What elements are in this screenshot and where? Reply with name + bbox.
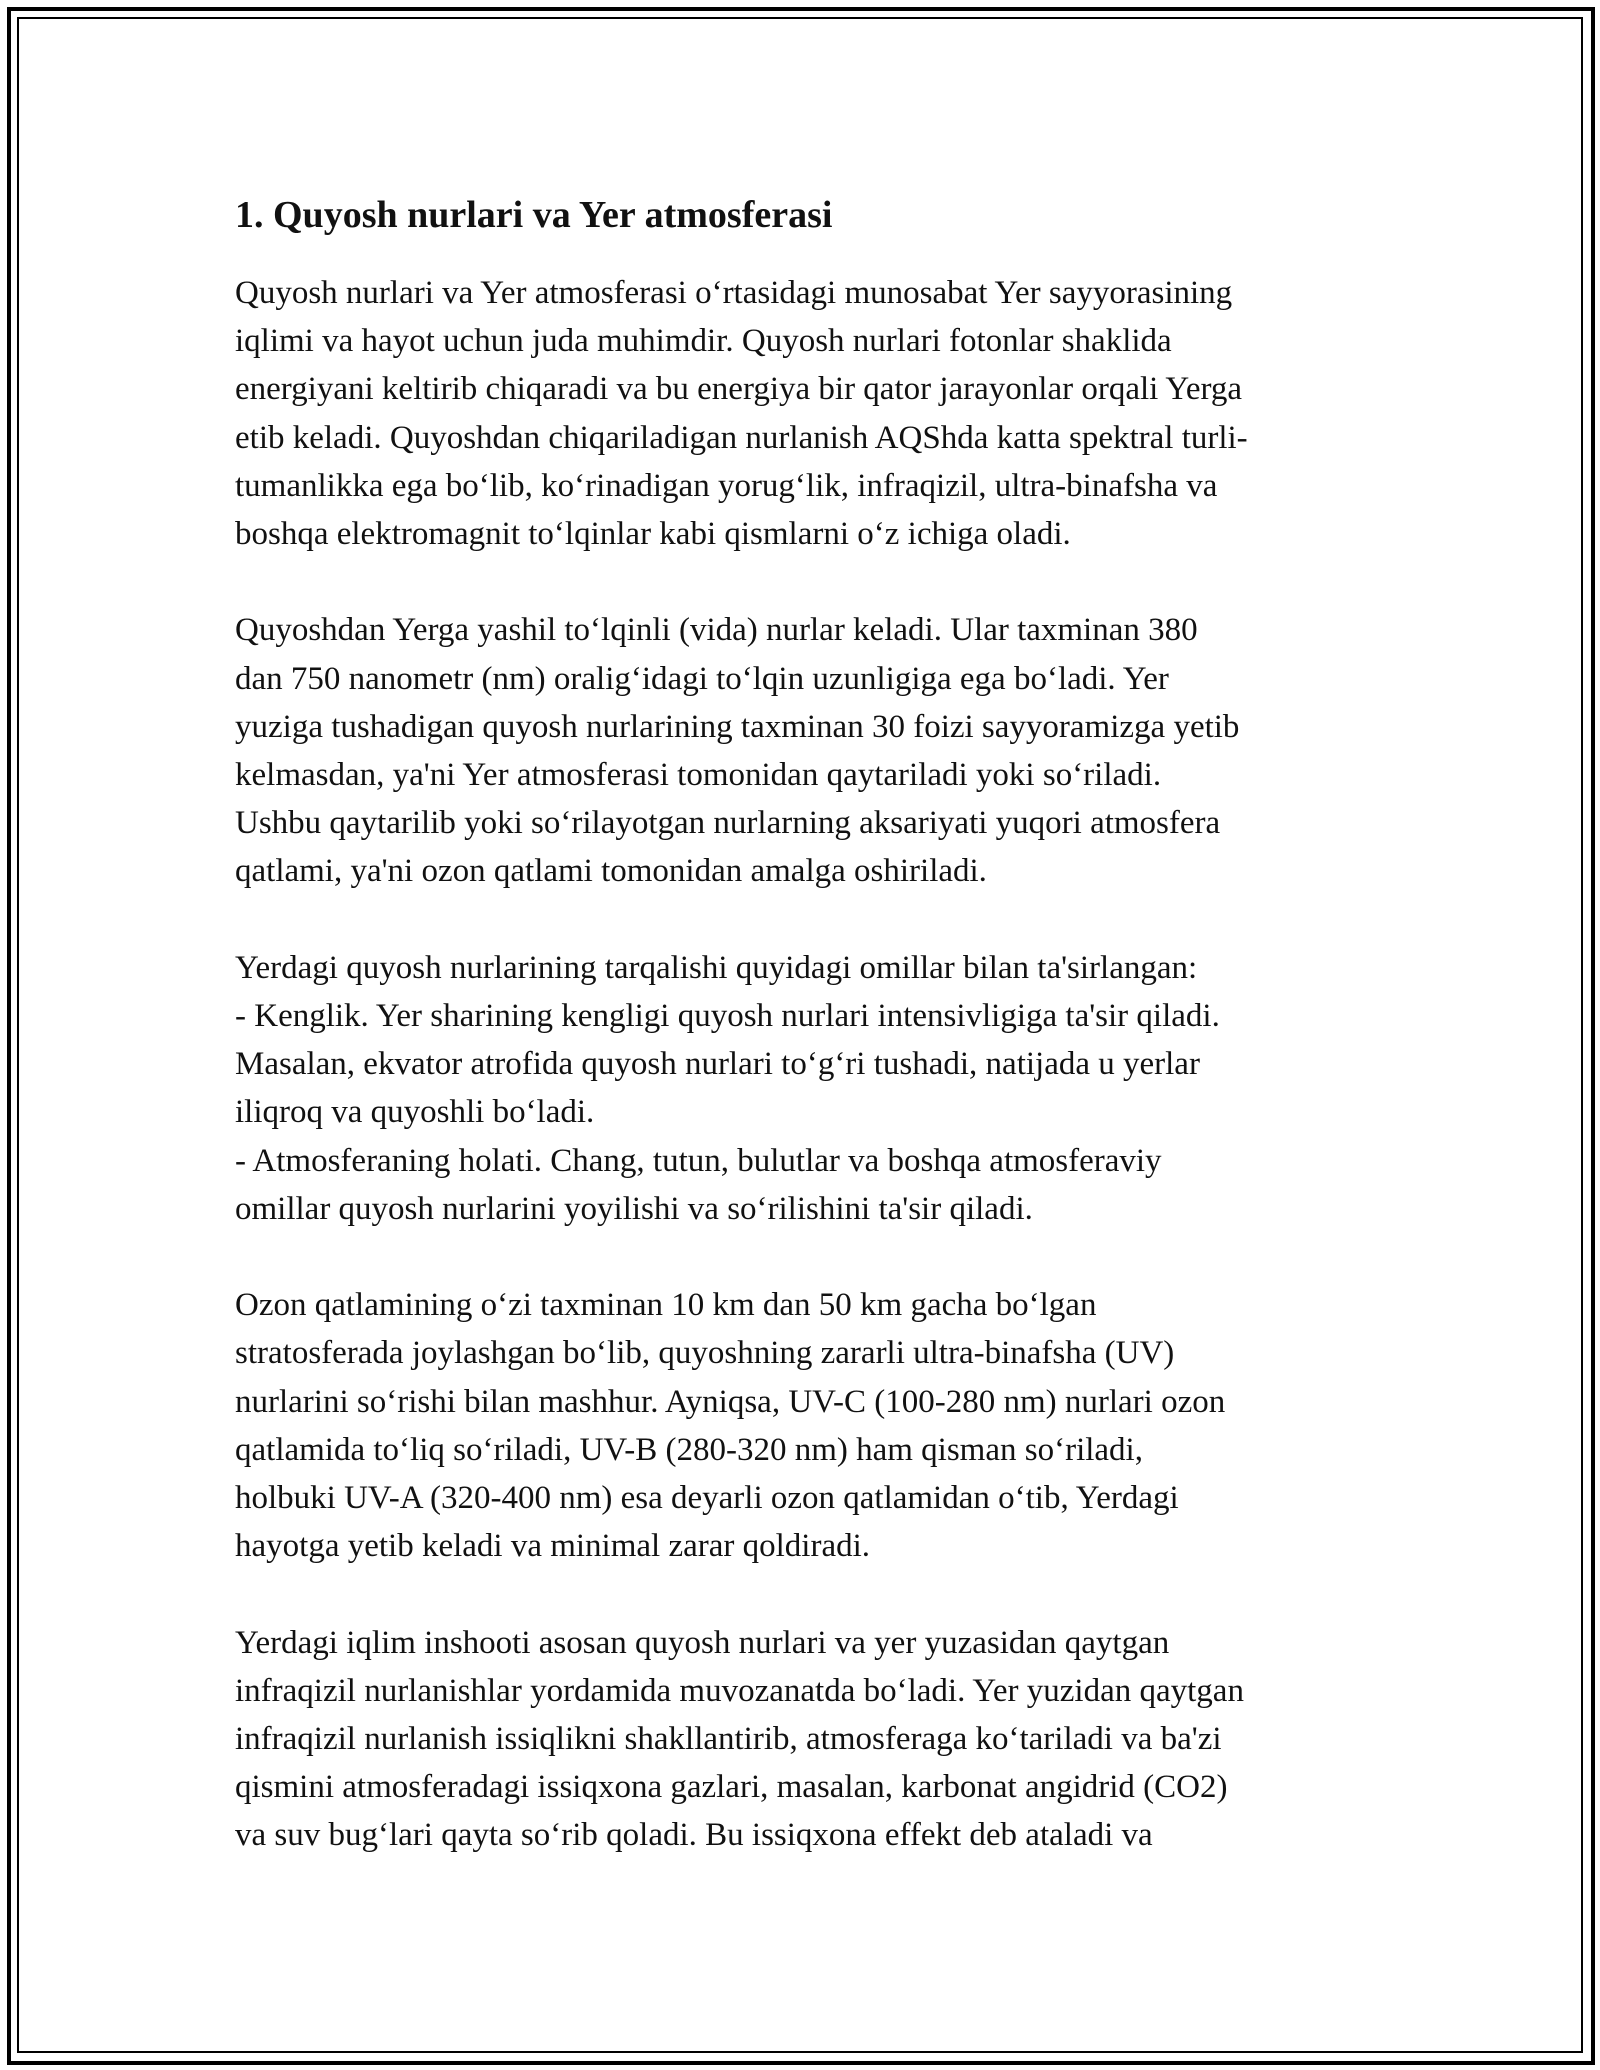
paragraph-2: Quyoshdan Yerga yashil to‘lqinli (vida) nurlar keladi. Ular taxminan 380 dan 750 nanometr (nm) oralig‘idagi to‘lqin uzunligiga ega bo‘ladi. Yer yuziga tushadigan quyosh nurlarining taxminan 30 foizi sayyoramizga yetib kelmasdan, ya'ni Yer atmosferasi tomonidan qaytariladi yoki so‘riladi. Ushbu qaytarilib yoki so‘rilayotgan nurlarning aksariyati yuqori atmosfera qatlami, ya'ni ozon qatlami tomonidan amalga oshiriladi. (235, 612, 1240, 890)
document-body (235, 185, 1375, 1860)
paragraph-3: Yerdagi quyosh nurlarining tarqalishi quyidagi omillar bilan ta'sirlangan: - Kenglik. Yer sharining kengligi quyosh nurlari intensivligiga ta'sir qiladi. Masalan, ekvator atrofida quyosh nurlari to‘g‘ri tushadi, natijada u yerlar iliqroq va quyoshli bo‘ladi. - Atmosferaning holati. Chang, tutun, bulutlar va boshqa atmosferaviy omillar quyosh nurlarini yoyilishi va so‘rilishini ta'sir qiladi. (235, 949, 1220, 1227)
paragraph-5: Yerdagi iqlim inshooti asosan quyosh nurlari va yer yuzasidan qaytgan infraqizil nurlanishlar yordamida muvozanatda bo‘ladi. Yer yuzidan qaytgan infraqizil nurlanish issiqlikni shakllantirib, atmosferaga ko‘tariladi va ba'zi qismini atmosferadagi issiqxona gazlari, masalan, karbonat angidrid (CO2) va suv bug‘lari qayta so‘rib qoladi. Bu issiqxona effekt deb ataladi va (235, 1624, 1244, 1854)
section-heading: 1. Quyosh nurlari va Yer atmosferasi (235, 194, 833, 236)
paragraph-4: Ozon qatlamining o‘zi taxminan 10 km dan 50 km gacha bo‘lgan stratosferada joylashgan bo‘lib, quyoshning zararli ultra-binafsha (UV) nurlarini so‘rishi bilan mashhur. Ayniqsa, UV-C (100-280 nm) nurlari ozon qatlamida to‘liq so‘riladi, UV-B (280-320 nm) ham qisman so‘riladi, holbuki UV-A (320-400 nm) esa deyarli ozon qatlamidan o‘tib, Yerdagi hayotga yetib keladi va minimal zarar qoldiradi. (235, 1287, 1226, 1565)
paragraph-1: Quyosh nurlari va Yer atmosferasi o‘rtasidagi munosabat Yer sayyorasining iqlimi va hayot uchun juda muhimdir. Quyosh nurlari fotonlar shaklida energiyani keltirib chiqaradi va bu energiya bir qator jarayonlar orqali Yerga etib keladi. Quyoshdan chiqariladigan nurlanish AQShda katta spektral turli- tumanlikka ega bo‘lib, ko‘rinadigan yorug‘lik, infraqizil, ultra-binafsha va boshqa elektromagnit to‘lqinlar kabi qismlarni o‘z ichiga oladi. (235, 275, 1248, 553)
